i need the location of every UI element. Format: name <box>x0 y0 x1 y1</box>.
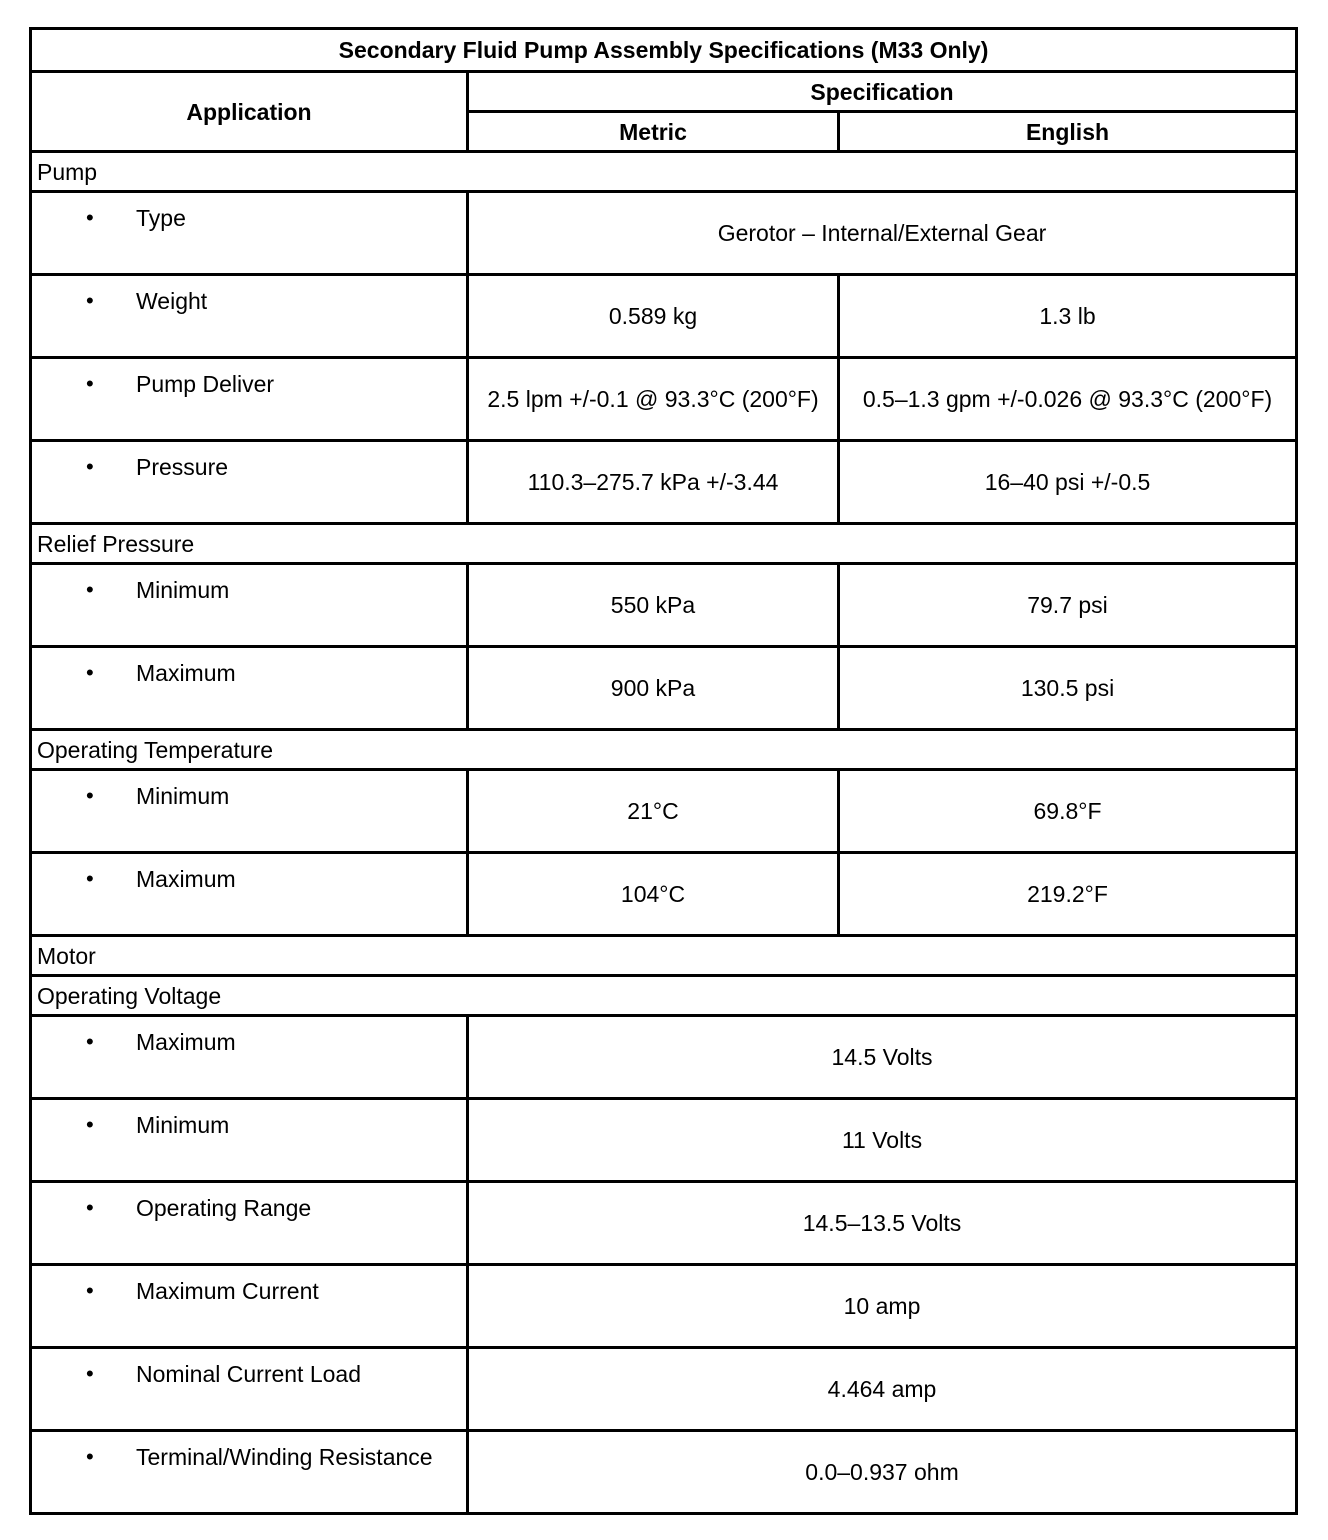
bullet-icon: • <box>86 577 94 602</box>
application-label: Minimum <box>136 577 230 603</box>
spec-value: 14.5 Volts <box>468 1016 1297 1099</box>
spec-value: 11 Volts <box>468 1099 1297 1182</box>
application-cell <box>31 853 468 936</box>
application-label: Maximum <box>136 1029 236 1055</box>
application-cell <box>31 358 468 441</box>
section-label: Operating Temperature <box>31 730 1297 770</box>
application-cell <box>31 275 468 358</box>
application-cell <box>31 192 468 275</box>
bullet-icon: • <box>86 371 94 396</box>
table-row <box>31 1099 1297 1182</box>
application-label: Pressure <box>136 454 229 480</box>
header-metric: Metric <box>468 112 839 152</box>
table-row <box>31 192 1297 275</box>
table-row <box>31 441 1297 524</box>
metric-value: 0.589 kg <box>468 275 839 358</box>
bullet-icon: • <box>86 1361 94 1386</box>
application-cell <box>31 441 468 524</box>
spec-value: 4.464 amp <box>468 1348 1297 1431</box>
spec-value: Gerotor – Internal/External Gear <box>468 192 1297 275</box>
metric-value: 21°C <box>468 770 839 853</box>
metric-value: 104°C <box>468 853 839 936</box>
metric-value: 110.3–275.7 kPa +/-3.44 <box>468 441 839 524</box>
english-value: 219.2°F <box>839 853 1297 936</box>
application-cell <box>31 564 468 647</box>
section-row-pump <box>31 152 1297 192</box>
metric-value: 900 kPa <box>468 647 839 730</box>
english-value: 130.5 psi <box>839 647 1297 730</box>
header-row <box>31 72 1297 112</box>
section-row-operating-temperature <box>31 730 1297 770</box>
table-row <box>31 647 1297 730</box>
table-row <box>31 1431 1297 1514</box>
section-label: Motor <box>31 936 1297 976</box>
section-label: Operating Voltage <box>31 976 1297 1016</box>
application-cell <box>31 1431 468 1514</box>
bullet-icon: • <box>86 1029 94 1054</box>
table-row <box>31 1348 1297 1431</box>
table-row <box>31 358 1297 441</box>
table-row <box>31 1016 1297 1099</box>
application-cell <box>31 1265 468 1348</box>
metric-value: 2.5 lpm +/-0.1 @ 93.3°C (200°F) <box>468 358 839 441</box>
bullet-icon: • <box>86 454 94 479</box>
header-application: Application <box>31 72 468 152</box>
table-row <box>31 770 1297 853</box>
section-row-operating-voltage <box>31 976 1297 1016</box>
application-cell <box>31 1099 468 1182</box>
spec-value: 14.5–13.5 Volts <box>468 1182 1297 1265</box>
application-cell <box>31 1182 468 1265</box>
english-value: 0.5–1.3 gpm +/-0.026 @ 93.3°C (200°F) <box>839 358 1297 441</box>
english-value: 69.8°F <box>839 770 1297 853</box>
header-specification: Specification <box>468 72 1297 112</box>
application-label: Type <box>136 205 186 231</box>
bullet-icon: • <box>86 1444 94 1469</box>
bullet-icon: • <box>86 660 94 685</box>
english-value: 79.7 psi <box>839 564 1297 647</box>
table-row <box>31 1182 1297 1265</box>
spec-value: 0.0–0.937 ohm <box>468 1431 1297 1514</box>
application-cell <box>31 770 468 853</box>
bullet-icon: • <box>86 1195 94 1220</box>
section-label: Pump <box>31 152 1297 192</box>
bullet-icon: • <box>86 1112 94 1137</box>
application-label: Weight <box>136 288 208 314</box>
header-english: English <box>839 112 1297 152</box>
table-row <box>31 853 1297 936</box>
application-label: Terminal/Winding Resistance <box>136 1444 433 1470</box>
table-row <box>31 1265 1297 1348</box>
bullet-icon: • <box>86 866 94 891</box>
english-value: 16–40 psi +/-0.5 <box>839 441 1297 524</box>
bullet-icon: • <box>86 783 94 808</box>
english-value: 1.3 lb <box>839 275 1297 358</box>
spec-table <box>29 27 1298 1515</box>
bullet-icon: • <box>86 205 94 230</box>
application-label: Operating Range <box>136 1195 312 1221</box>
application-cell <box>31 1016 468 1099</box>
application-label: Maximum Current <box>136 1278 319 1304</box>
bullet-icon: • <box>86 288 94 313</box>
application-label: Minimum <box>136 1112 230 1138</box>
title-row <box>31 29 1297 72</box>
application-cell <box>31 647 468 730</box>
table-row <box>31 564 1297 647</box>
application-label: Maximum <box>136 660 236 686</box>
application-label: Minimum <box>136 783 230 809</box>
metric-value: 550 kPa <box>468 564 839 647</box>
section-row-motor <box>31 936 1297 976</box>
application-label: Pump Deliver <box>136 371 275 397</box>
table-row <box>31 275 1297 358</box>
application-cell <box>31 1348 468 1431</box>
application-label: Maximum <box>136 866 236 892</box>
spec-value: 10 amp <box>468 1265 1297 1348</box>
section-label: Relief Pressure <box>31 524 1297 564</box>
application-label: Nominal Current Load <box>136 1361 362 1387</box>
table-title: Secondary Fluid Pump Assembly Specifications (M33 Only) <box>31 29 1297 72</box>
bullet-icon: • <box>86 1278 94 1303</box>
section-row-relief-pressure <box>31 524 1297 564</box>
